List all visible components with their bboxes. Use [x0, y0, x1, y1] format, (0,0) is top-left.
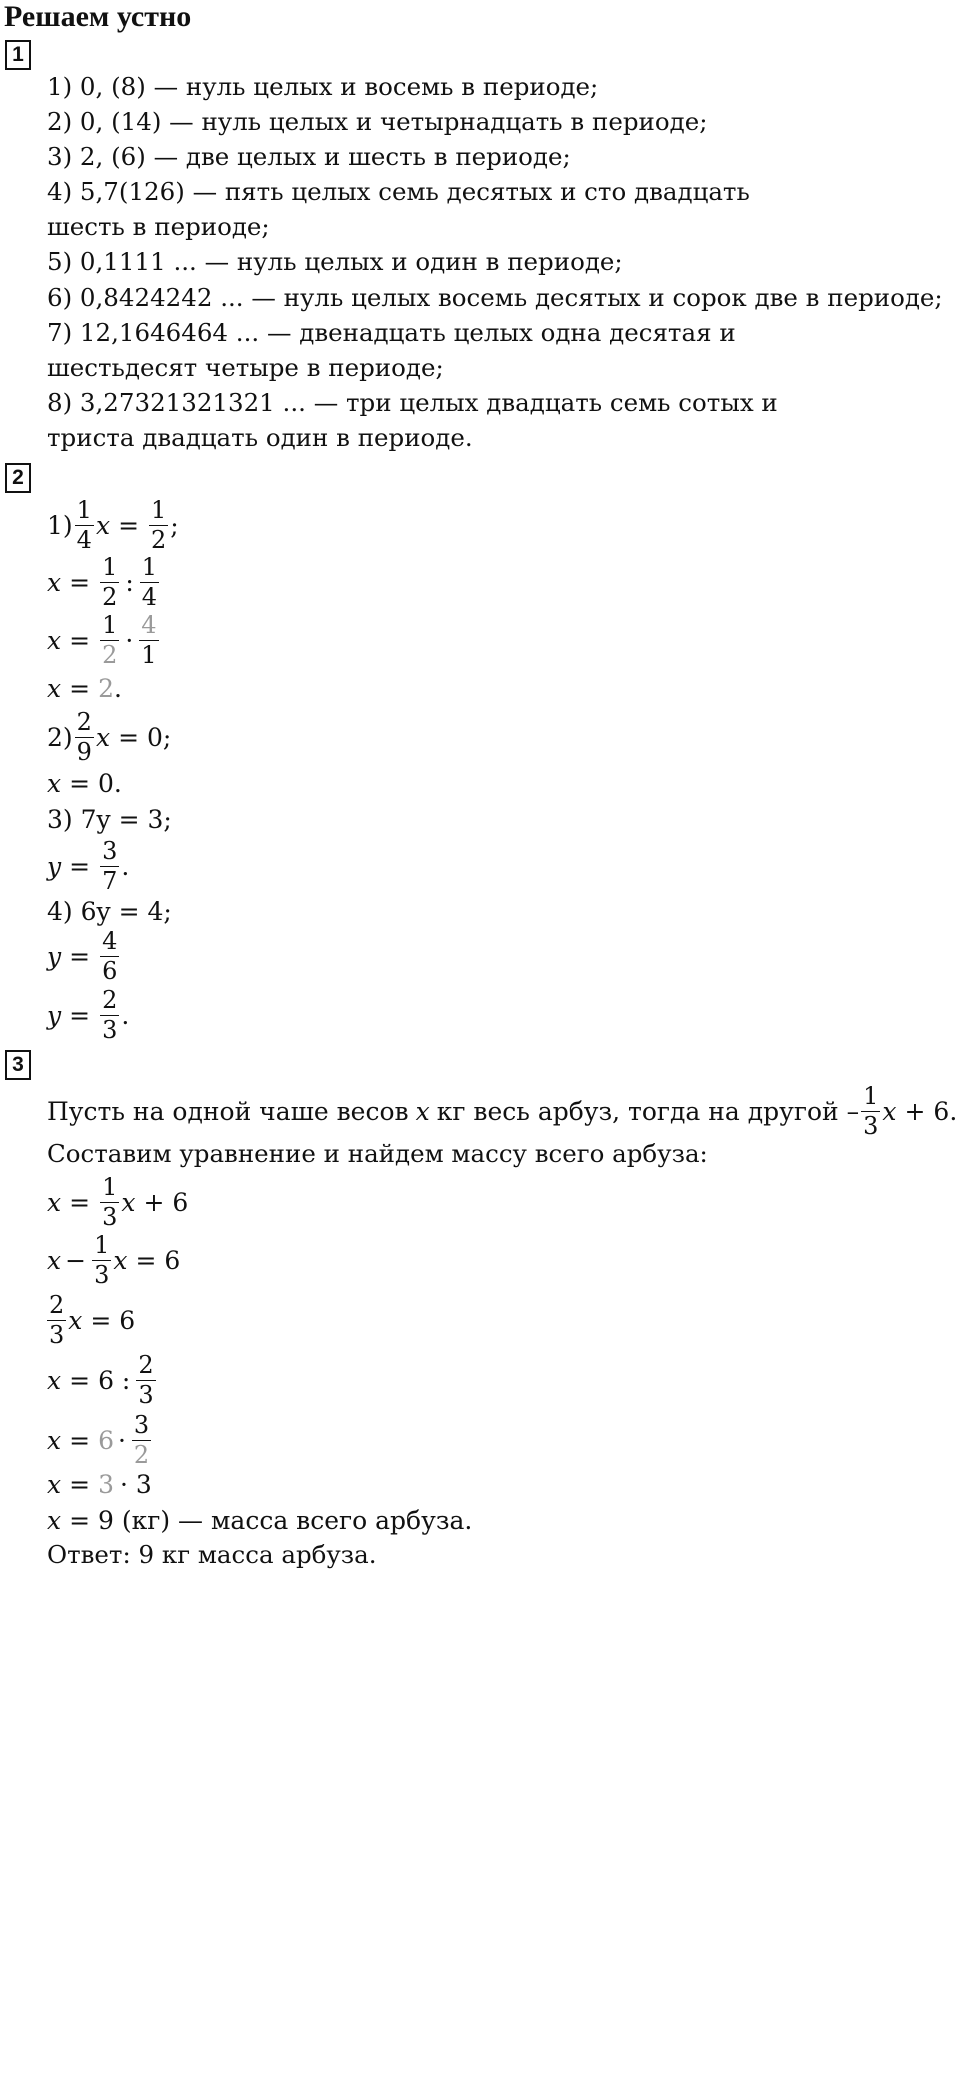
equals-sign: =	[69, 567, 91, 597]
result-value: 2	[98, 673, 114, 703]
fraction	[140, 553, 159, 612]
equation-line	[47, 672, 122, 704]
variable: x	[47, 1505, 62, 1535]
equals-sign: =	[69, 1425, 91, 1455]
equation-line	[47, 552, 161, 612]
task-1-line: 4) 5,7(126) — пять целых семь десятых и сто двадцать	[47, 177, 750, 206]
task-1-line: 1) 0, (8) — нуль целых и восемь в периоде;	[47, 72, 599, 101]
fraction	[100, 927, 119, 986]
equation-text: 3) 7y = 3;	[47, 804, 172, 834]
numerator: 1	[76, 495, 92, 524]
numerator: 1	[102, 610, 118, 639]
fraction	[100, 837, 119, 896]
equation-rest: = 9 (кг) — масса всего арбуза.	[69, 1505, 473, 1535]
task-1-line: триста двадцать один в периоде.	[47, 423, 473, 452]
equation-line	[47, 926, 121, 986]
equation-line	[47, 495, 179, 555]
denominator: 4	[76, 525, 92, 554]
item-label: 1)	[47, 510, 73, 540]
variable: x	[47, 567, 62, 597]
fraction	[75, 708, 94, 767]
equation-line	[47, 1504, 472, 1536]
variable: x	[47, 1469, 62, 1499]
numerator: 1	[102, 552, 118, 581]
variable: x	[47, 625, 62, 655]
numerator: 1	[102, 1172, 118, 1201]
denominator: 3	[102, 1202, 118, 1231]
equation-line	[47, 836, 129, 896]
variable: x	[68, 1305, 83, 1335]
cancelled-value: 6	[98, 1425, 114, 1455]
variable: y	[47, 851, 62, 881]
task-1-line: 7) 12,1646464 ... — двенадцать целых одна десятая и	[47, 318, 736, 347]
cancelled-denominator: 2	[133, 1440, 150, 1469]
equals-sign: =	[69, 941, 91, 971]
variable: x	[47, 673, 62, 703]
equals-sign: =	[69, 625, 91, 655]
fraction	[861, 1082, 880, 1141]
task-1-line: шесть в периоде;	[47, 212, 270, 241]
punctuation: .	[113, 673, 122, 703]
cancelled-denominator: 2	[102, 640, 118, 669]
equation-line	[45, 1290, 135, 1350]
equation-line	[47, 985, 129, 1045]
equation-line	[47, 767, 122, 799]
fraction	[47, 1291, 66, 1350]
task-1-line: шестьдесят четыре в периоде;	[47, 353, 444, 382]
task-1-line: 6) 0,8424242 ... — нуль целых восемь десятых и сорок две в периоде;	[47, 283, 943, 312]
task-1-number: 1	[5, 40, 31, 70]
equals-sign: =	[69, 673, 91, 703]
denominator: 3	[94, 1260, 110, 1289]
page-title: Решаем устно	[4, 0, 192, 33]
equation-line	[47, 1230, 180, 1290]
equation-text: 4) 6y = 4;	[47, 896, 172, 926]
intro-text: Пусть на одной чаше весов	[47, 1096, 409, 1126]
fraction	[149, 496, 168, 555]
equation-rest: + 6	[143, 1187, 189, 1217]
denominator: 7	[102, 866, 118, 895]
variable: x	[47, 1365, 62, 1395]
numerator: 1	[863, 1081, 879, 1110]
denominator: 1	[141, 640, 157, 669]
task-1-line: 8) 3,27321321321 ... — три целых двадцать семь сотых и	[47, 388, 778, 417]
fraction	[92, 1231, 111, 1290]
variable: y	[47, 1000, 62, 1030]
answer-line: Ответ: 9 кг масса арбуза.	[47, 1540, 377, 1569]
multiply-sign: ·	[117, 1425, 126, 1455]
denominator: 2	[151, 525, 167, 554]
multiply-sign: ·	[125, 625, 134, 655]
equation-rest: = 0.	[69, 768, 122, 798]
intro-text: + 6.	[904, 1096, 958, 1126]
equation-part: 6 :	[98, 1365, 131, 1395]
punctuation: .	[121, 851, 130, 881]
fraction	[75, 496, 94, 555]
equation-rest: = 0;	[118, 722, 172, 752]
numerator: 2	[49, 1290, 65, 1319]
variable: x	[47, 1425, 62, 1455]
task-1-line: 2) 0, (14) — нуль целых и четырнадцать в периоде;	[47, 107, 708, 136]
variable: x	[47, 1245, 62, 1275]
denominator: 3	[138, 1380, 154, 1409]
intro-text: кг весь арбуз, тогда на другой –	[436, 1096, 860, 1126]
fraction	[139, 611, 158, 670]
denominator: 3	[49, 1320, 65, 1349]
equation-line	[47, 610, 161, 670]
equation-line	[47, 1468, 152, 1500]
fraction	[100, 553, 119, 612]
cancelled-value: 3	[98, 1469, 114, 1499]
variable: y	[47, 941, 62, 971]
equation-rest: = 6	[135, 1245, 181, 1275]
text-line: Составим уравнение и найдем массу всего арбуза:	[47, 1139, 708, 1168]
variable: x	[113, 1245, 128, 1275]
equation-line	[47, 1172, 188, 1232]
minus-sign: −	[65, 1245, 87, 1275]
variable: x	[121, 1187, 136, 1217]
variable: x	[47, 768, 62, 798]
variable: x	[95, 722, 111, 752]
equation-line	[47, 895, 172, 927]
text-line	[47, 1080, 957, 1142]
fraction	[132, 1411, 151, 1470]
punctuation: .	[121, 1000, 130, 1030]
cancelled-numerator: 4	[141, 610, 157, 639]
denominator: 6	[102, 956, 118, 985]
numerator: 2	[76, 707, 92, 736]
numerator: 1	[141, 552, 158, 581]
item-label: 2)	[47, 722, 73, 752]
numerator: 2	[102, 985, 118, 1014]
task-1-line: 5) 0,1111 ... — нуль целых и один в периоде;	[47, 247, 623, 276]
numerator: 2	[138, 1350, 154, 1379]
numerator: 1	[151, 495, 167, 524]
numerator: 4	[102, 926, 118, 955]
equals-sign: =	[118, 510, 140, 540]
equation-rest: · 3	[119, 1469, 152, 1499]
task-1-line: 3) 2, (6) — две целых и шесть в периоде;	[47, 142, 571, 171]
task-3-number: 3	[5, 1050, 31, 1080]
variable: x	[882, 1096, 897, 1126]
equals-sign: =	[69, 1365, 91, 1395]
denominator: 3	[863, 1111, 879, 1140]
fraction	[100, 1173, 119, 1232]
equation-line	[47, 803, 172, 835]
numerator: 1	[94, 1230, 110, 1259]
numerator: 3	[133, 1410, 150, 1439]
equation-rest: = 6	[90, 1305, 136, 1335]
fraction	[100, 986, 119, 1045]
denominator: 3	[102, 1015, 118, 1044]
equation-line	[47, 707, 171, 767]
punctuation: ;	[170, 510, 179, 540]
denominator: 2	[102, 582, 118, 611]
division-sign: :	[125, 567, 134, 597]
equation-line	[47, 1350, 158, 1410]
variable: x	[415, 1096, 430, 1126]
equals-sign: =	[69, 1000, 91, 1030]
numerator: 3	[102, 836, 118, 865]
variable: x	[47, 1187, 62, 1217]
variable: x	[95, 510, 111, 540]
denominator: 9	[76, 737, 92, 766]
equals-sign: =	[69, 851, 91, 881]
equation-line	[47, 1410, 153, 1470]
fraction	[136, 1351, 155, 1410]
denominator: 4	[141, 582, 158, 611]
task-2-number: 2	[5, 463, 31, 493]
equals-sign: =	[69, 1187, 91, 1217]
fraction	[100, 611, 119, 670]
equals-sign: =	[69, 1469, 91, 1499]
